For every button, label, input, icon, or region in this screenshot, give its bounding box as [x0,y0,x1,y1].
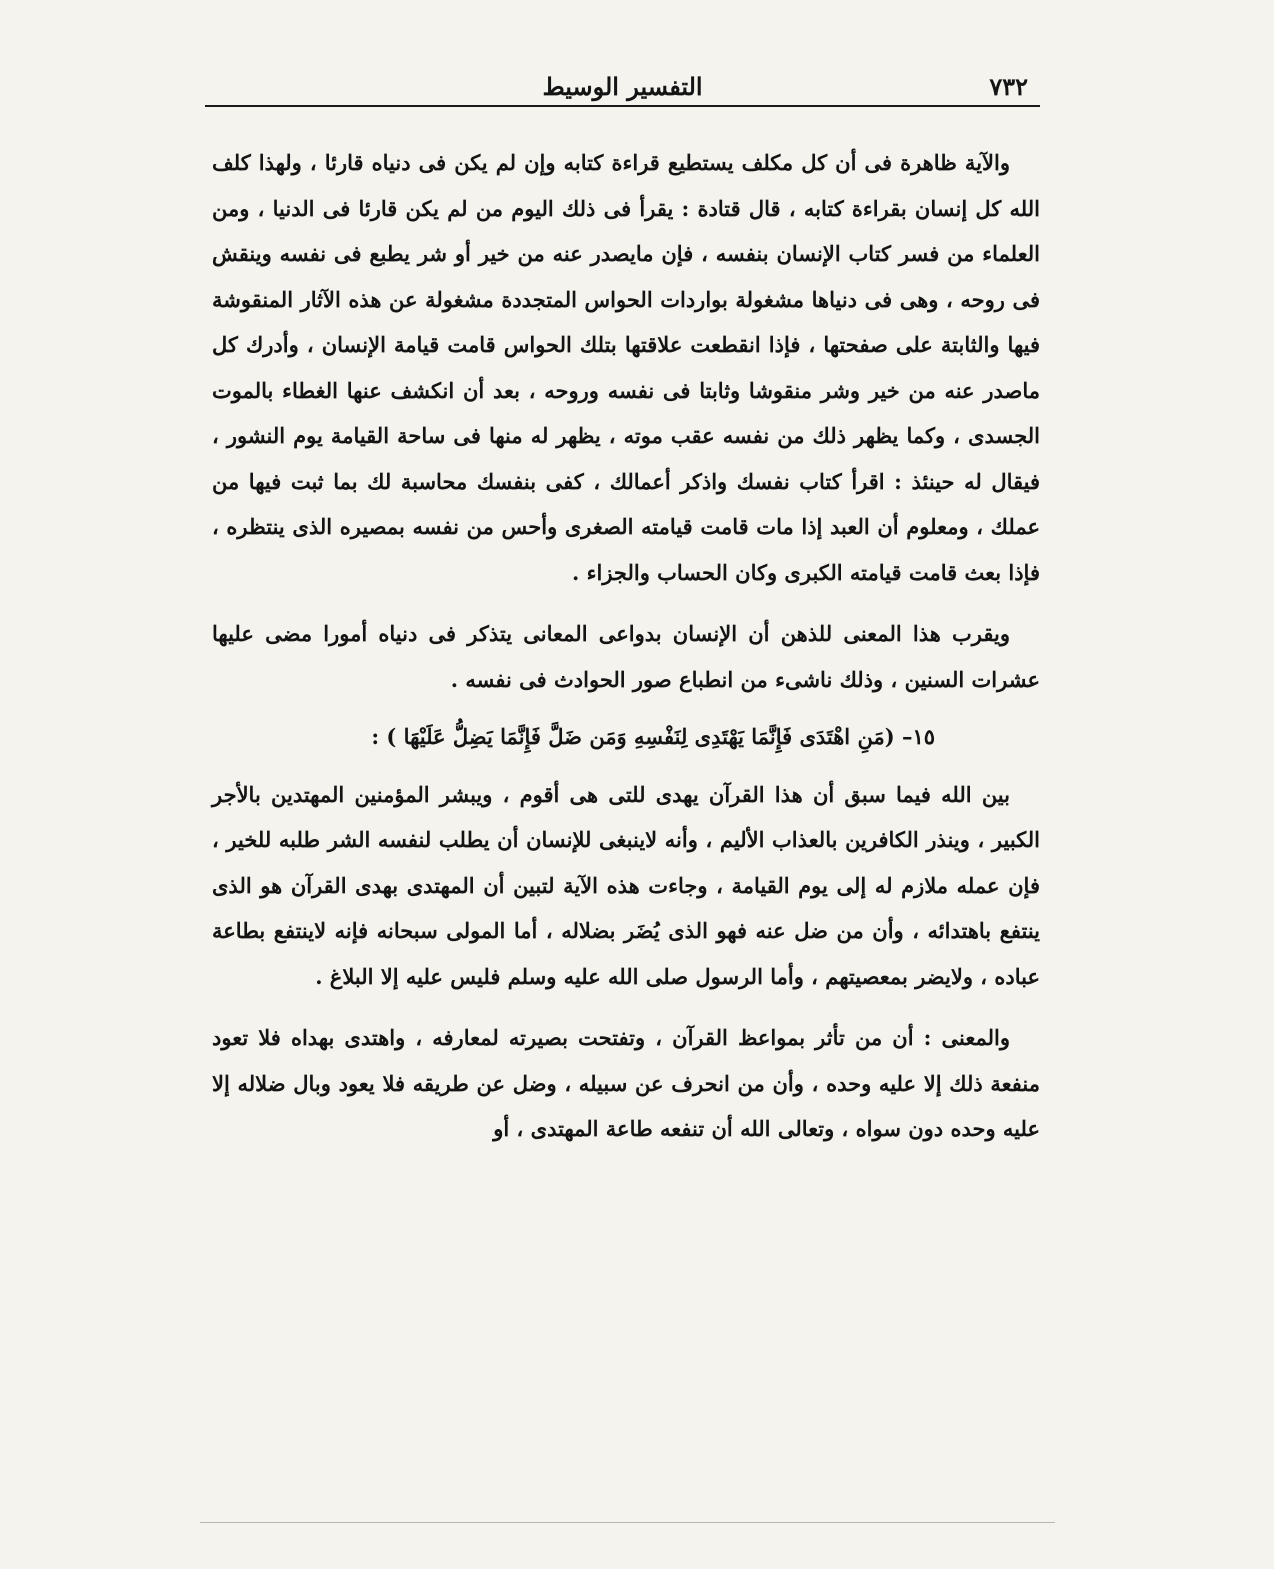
bottom-scan-edge [200,1522,1055,1523]
header-divider [205,105,1040,107]
page-number: ٧٣٢ [989,72,1028,101]
running-title: التفسير الوسيط [542,72,703,101]
page-header [205,66,1040,106]
paragraph-2: ويقرب هذا المعنى للذهن أن الإنسان بدواعى المعانى يتذكر فى دنياه أمورا مضى عليها عشرات السنين ، وذلك ناشىء من انطباع صور الحوادث فى نفسه . [212,621,1040,692]
verse-heading: ١٥– (مَنِ اهْتَدَى فَإِنَّمَا يَهْتَدِى لِنَفْسِهِ وَمَن ضَلَّ فَإِنَّمَا يَضِلُّ عَلَيْهَا ) : [371,724,935,749]
paragraph-3: بين الله فيما سبق أن هذا القرآن يهدى للتى هى أقوم ، ويبشر المؤمنين المهتدين بالأجر الكبير ، وينذر الكافرين بالعذاب الأليم ، وأنه لاينبغى للإنسان أن يطلب لنفسه الشر طلبه للخير ، فإن عمله ملازم له إلى يوم القيامة ، وجاءت هذه الآية لتبين أن المهتدى بهدى القرآن هو الذى ينتفع باهتدائه ، وأن من ضل عنه فهو الذى يُضَر بضلاله ، أما المولى سبحانه فإنه لاينتفع بطاعة عباده ، ولايضر بمعصيتهم ، وأما الرسول صلى الله عليه وسلم فليس عليه إلا البلاغ . [212,781,1040,989]
page-body [212,140,1040,1152]
paragraph-4: والمعنى : أن من تأثر بمواعظ القرآن ، وتفتحت بصيرته لمعارفه ، واهتدى بهداه فلا تعود منفعة ذلك إلا عليه وحده ، وأن من انحرف عن سبيله ، وضل عن طريقه فلا يعود وبال ضلاله إلا عليه وحده دون سواه ، وتعالى الله أن تنفعه طاعة المهتدى ، أو [212,1025,1040,1141]
paragraph-1: والآية ظاهرة فى أن كل مكلف يستطيع قراءة كتابه وإن لم يكن فى دنياه قارئا ، ولهذا كلف الله كل إنسان بقراءة كتابه ، قال قتادة : يقرأ فى ذلك اليوم من لم يكن قارئا فى الدنيا ، ومن العلماء من فسر كتاب الإنسان بنفسه ، فإن مايصدر عنه من خير أو شر يطبع فى نفسه وينقش فى روحه ، وهى فى دنياها مشغولة بواردات الحواس المتجددة مشغولة عن هذه الآثار المنقوشة فيها والثابتة على صفحتها ، فإذا انقطعت علاقتها بتلك الحواس قامت قيامة الإنسان ، وأدرك كل ماصدر عنه من خير وشر منقوشا وثابتا فى نفسه وروحه ، بعد أن انكشف عنها الغطاء بالموت الجسدى ، وكما يظهر ذلك من نفسه عقب موته ، يظهر له منها فى ساحة القيامة يوم النشور ، فيقال له حينئذ : اقرأ كتاب نفسك واذكر أعمالك ، كفى بنفسك محاسبة لك بما ثبت فيها من عملك ، ومعلوم أن العبد إذا مات قامت قيامته الصغرى وأحس من نفسه بمصيره الذى ينتظره ، فإذا بعث قامت قيامته الكبرى وكان الحساب والجزاء . [212,150,1040,585]
